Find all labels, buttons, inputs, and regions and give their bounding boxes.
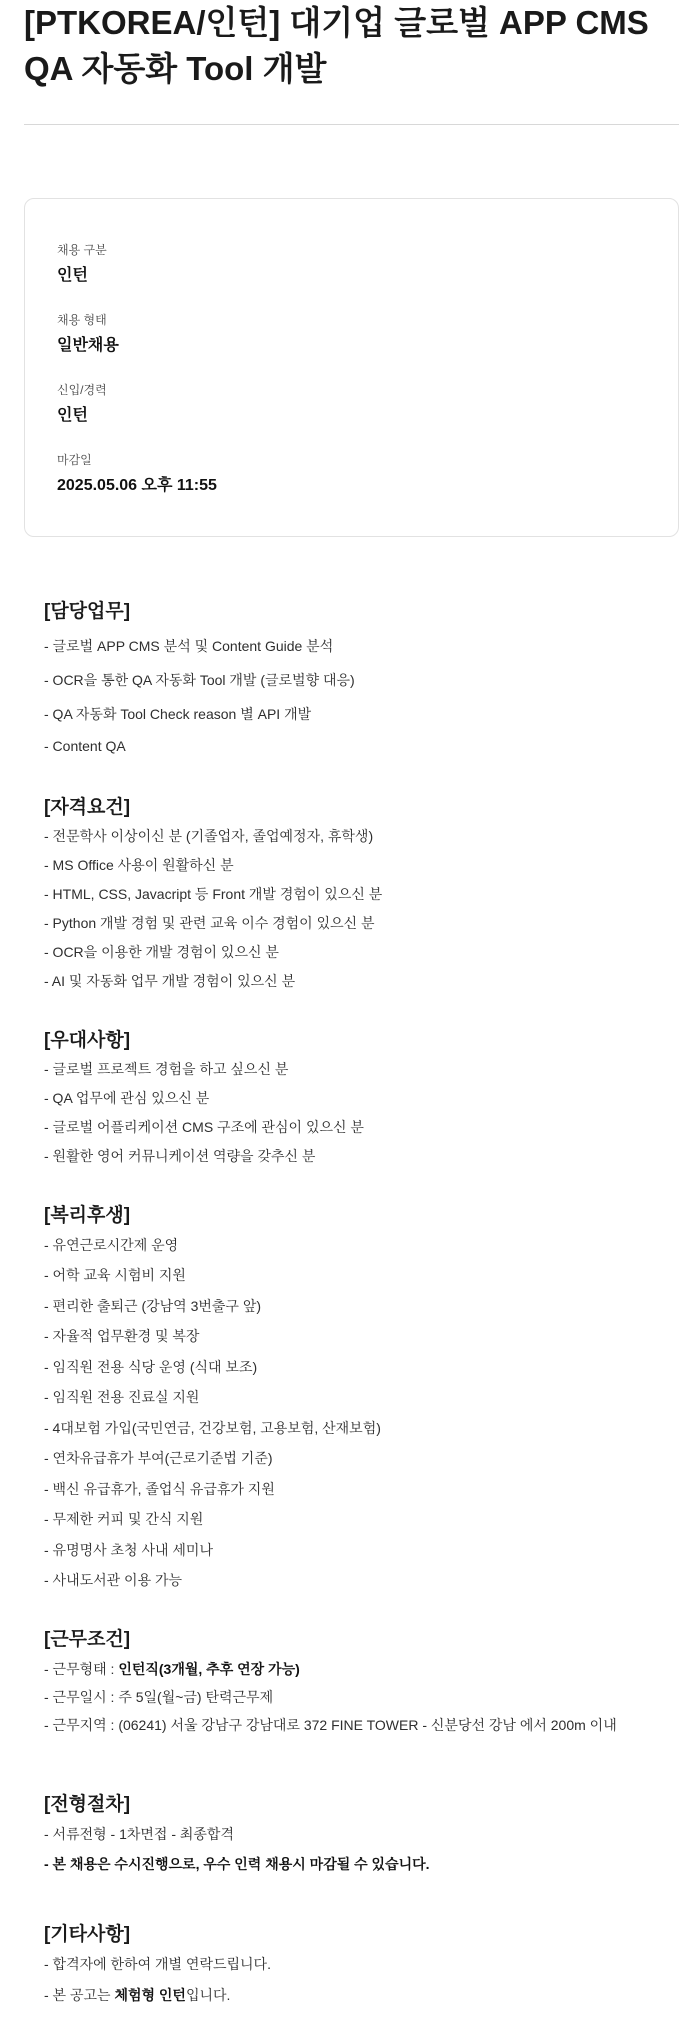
title-divider: [24, 124, 679, 125]
condition-work-type-prefix: - 근무형태 :: [44, 1661, 119, 1677]
benefit-item: - 4대보험 가입(국민연금, 건강보험, 고용보험, 산재보험): [44, 1420, 381, 1436]
condition-work-location: - 근무지역 : (06241) 서울 강남구 강남대로 372 FINE TOWER - 신분당선 강남 에서 200m 이내: [44, 1717, 617, 1733]
section-heading-conditions: [근무조건]: [44, 1629, 131, 1650]
section-heading-etc: [기타사항]: [44, 1924, 131, 1945]
duty-item: - QA 자동화 Tool Check reason 별 API 개발: [44, 706, 312, 722]
duty-item: - 글로벌 APP CMS 분석 및 Content Guide 분석: [44, 638, 334, 654]
employment-form-label: 채용 형태: [57, 313, 107, 327]
benefit-item: - 유연근로시간제 운영: [44, 1237, 179, 1253]
etc-contact: - 합격자에 한하여 개별 연락드립니다.: [44, 1956, 271, 1972]
career-level-label: 신입/경력: [57, 383, 107, 397]
requirement-item: - HTML, CSS, Javacript 등 Front 개발 경험이 있으신 분: [44, 886, 383, 902]
benefit-item: - 유명명사 초청 사내 세미나: [44, 1542, 213, 1558]
employment-type-label: 채용 구분: [57, 243, 107, 257]
duty-item: - Content QA: [44, 738, 126, 754]
duty-item: - OCR을 통한 QA 자동화 Tool 개발 (글로벌향 대응): [44, 672, 355, 688]
benefit-item: - 임직원 전용 식당 운영 (식대 보조): [44, 1359, 258, 1375]
etc-notice-bold: 체험형 인턴: [114, 1987, 186, 2003]
condition-work-type-value: 인턴직(3개월, 추후 연장 가능): [118, 1661, 300, 1677]
benefit-item: - 무제한 커피 및 간식 지원: [44, 1511, 204, 1527]
requirement-item: - Python 개발 경험 및 관련 교육 이수 경험이 있으신 분: [44, 915, 375, 931]
preferred-item: - 원활한 영어 커뮤니케이션 역량을 갖추신 분: [44, 1148, 316, 1164]
page-title: [PTKOREA/인턴] 대기업 글로벌 APP CMS QA 자동화 Tool 개발: [24, 4, 649, 87]
preferred-item: - 글로벌 어플리케이션 CMS 구조에 관심이 있으신 분: [44, 1119, 364, 1135]
benefit-item: - 백신 유급휴가, 졸업식 유급휴가 지원: [44, 1481, 275, 1497]
job-summary-card: [24, 198, 679, 537]
requirement-item: - AI 및 자동화 업무 개발 경험이 있으신 분: [44, 973, 296, 989]
benefit-item: - 사내도서관 이용 가능: [44, 1572, 183, 1588]
condition-work-type: [44, 1659, 300, 1679]
etc-notice-prefix: - 본 공고는: [44, 1987, 115, 2003]
process-note: - 본 채용은 수시진행으로, 우수 인력 채용시 마감될 수 있습니다.: [44, 1856, 430, 1872]
employment-type-value: 인턴: [57, 267, 88, 284]
section-heading-process: [전형절차]: [44, 1794, 131, 1815]
section-heading-requirements: [자격요건]: [44, 797, 131, 818]
benefit-item: - 편리한 출퇴근 (강남역 3번출구 앞): [44, 1298, 262, 1314]
etc-notice-suffix: 입니다.: [185, 1987, 231, 2003]
section-heading-duties: [담당업무]: [44, 601, 131, 622]
preferred-item: - 글로벌 프로젝트 경험을 하고 싶으신 분: [44, 1061, 289, 1077]
etc-notice: [44, 1985, 230, 2005]
deadline-value: 2025.05.06 오후 11:55: [57, 477, 217, 494]
benefit-item: - 자율적 업무환경 및 복장: [44, 1328, 200, 1344]
employment-form-value: 일반채용: [57, 337, 119, 354]
benefit-item: - 어학 교육 시험비 지원: [44, 1267, 186, 1283]
requirement-item: - MS Office 사용이 원활하신 분: [44, 857, 234, 873]
benefit-item: - 연차유급휴가 부여(근로기준법 기준): [44, 1450, 273, 1466]
benefit-item: - 임직원 전용 진료실 지원: [44, 1389, 200, 1405]
section-heading-benefits: [복리후생]: [44, 1205, 131, 1226]
preferred-item: - QA 업무에 관심 있으신 분: [44, 1090, 210, 1106]
deadline-label: 마감일: [57, 453, 92, 467]
career-level-value: 인턴: [57, 407, 88, 424]
requirement-item: - 전문학사 이상이신 분 (기졸업자, 졸업예정자, 휴학생): [44, 828, 374, 844]
process-steps: - 서류전형 - 1차면접 - 최종합격: [44, 1826, 234, 1842]
requirement-item: - OCR을 이용한 개발 경험이 있으신 분: [44, 944, 279, 960]
condition-work-schedule: - 근무일시 : 주 5일(월~금) 탄력근무제: [44, 1689, 274, 1705]
section-heading-preferred: [우대사항]: [44, 1030, 131, 1051]
